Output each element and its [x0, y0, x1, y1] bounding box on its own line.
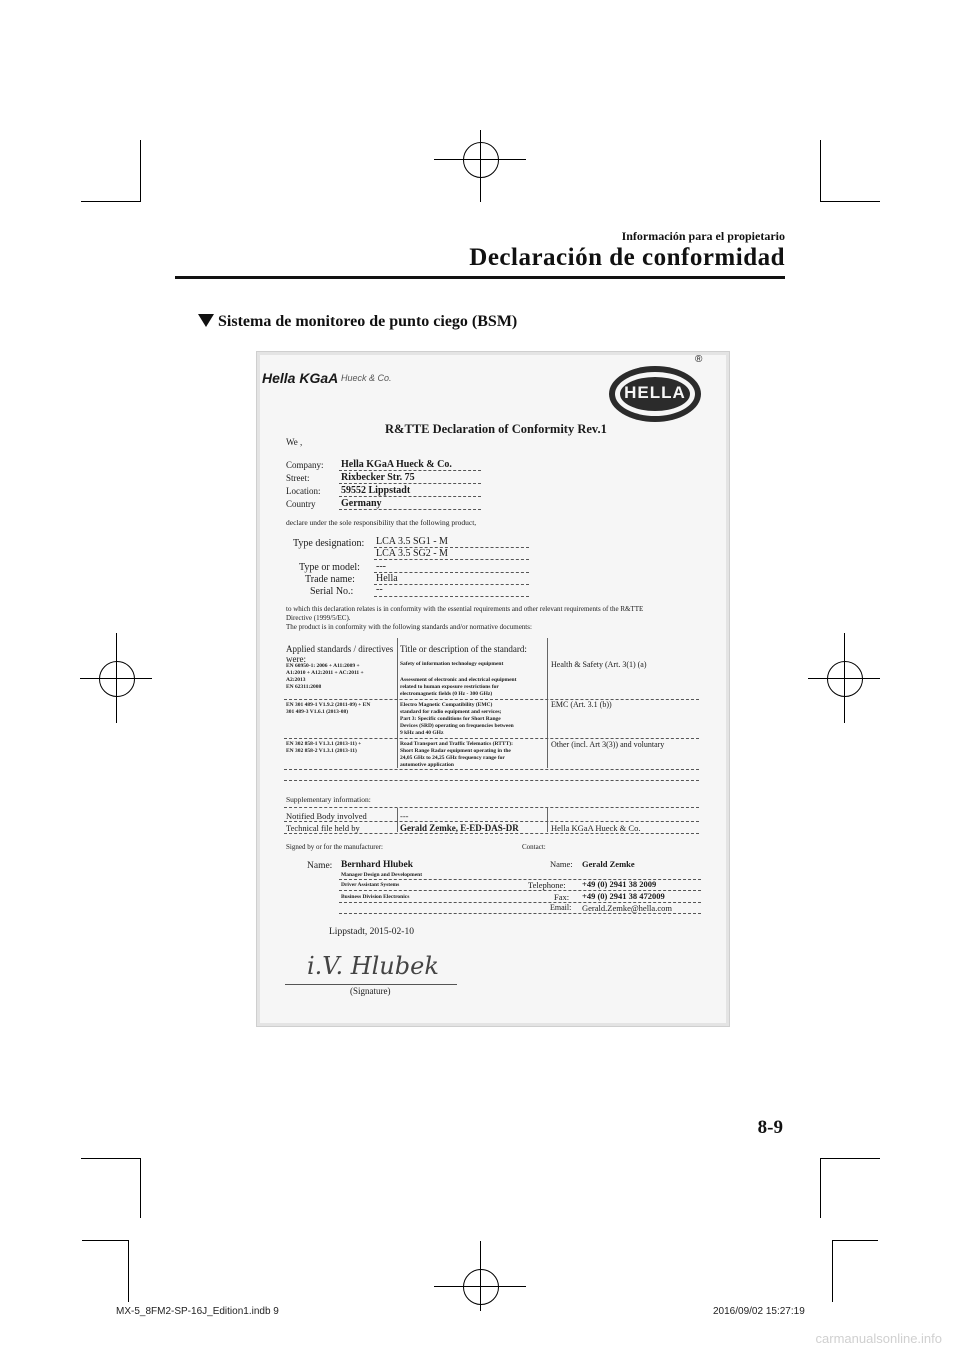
- signer-title-1: Manager Design and Development: [341, 872, 423, 878]
- hella-brand-text: HELLA: [624, 383, 686, 402]
- section-title: Sistema de monitoreo de punto ciego (BSM): [218, 313, 518, 330]
- type-model-label: Type or model:: [299, 562, 360, 573]
- hella-logo-sub: Hueck & Co.: [341, 373, 392, 383]
- technical-file-label: Technical file held by: [286, 823, 360, 833]
- footer-timestamp: 2016/09/02 15:27:19: [713, 1306, 805, 1317]
- we-text: We ,: [286, 437, 303, 447]
- serial-label: Serial No.:: [310, 586, 354, 597]
- conformity-text-1: to which this declaration relates is in conformity with the essential requirements and other relevant requirements of the R&TTE: [286, 605, 644, 613]
- hella-logo-text: Hella KGaA: [262, 370, 339, 386]
- supplementary-label: Supplementary information:: [286, 795, 371, 804]
- location-label: Location:: [286, 486, 321, 496]
- header-subtitle: Información para el propietario: [621, 229, 785, 243]
- email-value: Gerald.Zemke@hella.com: [582, 903, 672, 913]
- contact-label: Contact:: [522, 843, 546, 851]
- telephone-value: +49 (0) 2941 38 2009: [582, 879, 657, 889]
- conformity-text-2: Directive (1999/5/EC).: [286, 614, 351, 622]
- page-number: 8-9: [757, 1117, 783, 1138]
- fax-label: Fax:: [554, 892, 570, 902]
- declare-text: declare under the sole responsibility that the following product,: [286, 518, 477, 527]
- email-label: Email:: [550, 903, 572, 912]
- row3-category: Other (incl. Art 3(3)) and voluntary: [551, 740, 665, 749]
- declaration-scan: Hella KGaA Hueck & Co. HELLA ® R&TTE Declaration of Conformity Rev.1 We , Company: Hella KGaA Hueck & Co. Street: Rixbecker Str. 75 Location: 59552 Lippstadt Country Germany declare under the sole responsibility that the following product, Type designation: LCA 3.5 SG1 - M LCA 3.5 SG2 - M Type or model: --- Trade name: Hella Serial No.: -- to which this declaration relates is in conformity with the essential requirements and other relevant requirements of the R&TTE Directive (1999/5/EC). The product is in conformity with the following standards and/or normative documents: Applied standards / directives were: Title or description of the standard: EN 60950-1: 2006 + A11:2009 + A1:2010 + A12:2011 + AC:2011 + A2:2013 EN 62311:2008 Safety of information technology equipment Assessment of electronic and electrical equipment related to human exposure restrictions for electromagnetic fields (0 Hz - 300 GHz) Health & Safety (Art. 3(1) (a) EN 301 489-1 V1.9.2 (2011-09) + EN 301 489-3 V1.6.1 (2013-08) Electro Magnetic Compatibility (EMC) standard for radio equipment and services; Part 3: Specific conditions for Short Range Devices (SRD) operating on frequencies between 9 kHz and 40 GHz EMC (Art. 3.1 (b)) EN 302 858-1 V1.3.1 (2013-11) + EN 302 858-2 V1.3.1 (2013-11) Road Transport and Traffic Telematics (RTTT): Short Range Radar equipment operating in the 24,05 GHz to 24,25 GHz frequency range for automotive application Other (incl. Art 3(3)) and voluntary Supplementary information: Notified Body involved --- Technical file held by Gerald Zemke, E-ED-DAS-DR Hella KGaA Hueck & Co. Signed by or for the manufacturer: Contact: Name: Bernhard Hlubek Manager Design and Development Driver Assistant Systems Business Division Electronics Name: Gerald Zemke Telephone: +49 (0) 2941 38 2009 Fax: +49 (0) 2941 38 472009 Email: Gerald.Zemke@hella.com Lippstadt, 2015-02-10 i.V. Hlubek (Signature): [256, 351, 730, 1027]
- col1-header: Applied standards / directives: [286, 644, 394, 654]
- type-designation-2: LCA 3.5 SG2 - M: [376, 548, 448, 559]
- signature-line: [285, 984, 457, 985]
- notified-body-value: ---: [400, 811, 409, 821]
- page-title: Declaración de conformidad: [469, 244, 785, 271]
- type-designation-label: Type designation:: [293, 538, 365, 549]
- row2-category: EMC (Art. 3.1 (b)): [551, 700, 612, 709]
- street-label: Street:: [286, 473, 310, 483]
- technical-file-company: Hella KGaA Hueck & Co.: [551, 823, 641, 833]
- declaration-heading: R&TTE Declaration of Conformity Rev.1: [385, 422, 607, 436]
- signer-name: Bernhard Hlubek: [341, 860, 414, 870]
- company-label: Company:: [286, 460, 324, 470]
- contact-name-label: Name:: [550, 859, 573, 869]
- type-designation-1: LCA 3.5 SG1 - M: [376, 536, 448, 547]
- section-heading: [198, 313, 517, 331]
- country-label: Country: [286, 499, 316, 509]
- row1-category: Health & Safety (Art. 3(1) (a): [551, 660, 647, 669]
- signer-name-label: Name:: [307, 861, 333, 871]
- signer-title-2: Driver Assistant Systems: [341, 882, 400, 888]
- conformity-text-3: The product is in conformity with the following standards and/or normative documents:: [286, 623, 532, 631]
- col1-header-2: were:: [286, 654, 306, 664]
- notified-body-label: Notified Body involved: [286, 811, 367, 821]
- company-value: Hella KGaA Hueck & Co.: [341, 459, 452, 470]
- country-value: Germany: [341, 498, 382, 509]
- signer-title-3: Business Division Electronics: [341, 894, 410, 900]
- handwritten-signature: i.V. Hlubek: [307, 952, 439, 980]
- fax-value: +49 (0) 2941 38 472009: [582, 891, 665, 901]
- triangle-down-icon: [198, 314, 214, 327]
- contact-name: Gerald Zemke: [582, 859, 635, 869]
- telephone-label: Telephone:: [528, 880, 566, 890]
- location-value: 59552 Lippstadt: [341, 485, 411, 496]
- trade-name-label: Trade name:: [305, 574, 355, 585]
- trade-name-value: Hella: [376, 573, 398, 584]
- street-value: Rixbecker Str. 75: [341, 472, 415, 483]
- type-model-value: ---: [376, 561, 386, 572]
- header-rule: [175, 276, 785, 279]
- signed-by-label: Signed by or for the manufacturer:: [286, 843, 383, 851]
- serial-value: --: [376, 584, 383, 595]
- technical-file-value: Gerald Zemke, E-ED-DAS-DR: [400, 823, 519, 833]
- watermark: carmanualsonline.info: [815, 1331, 942, 1346]
- footer-file: MX-5_8FM2-SP-16J_Edition1.indb 9: [116, 1306, 279, 1317]
- place-date: Lippstadt, 2015-02-10: [329, 927, 414, 937]
- hella-oval-logo-icon: [607, 364, 703, 424]
- col2-header: Title or description of the standard:: [400, 644, 527, 654]
- signature-label: (Signature): [350, 986, 391, 996]
- registered-mark-icon: ®: [695, 354, 703, 365]
